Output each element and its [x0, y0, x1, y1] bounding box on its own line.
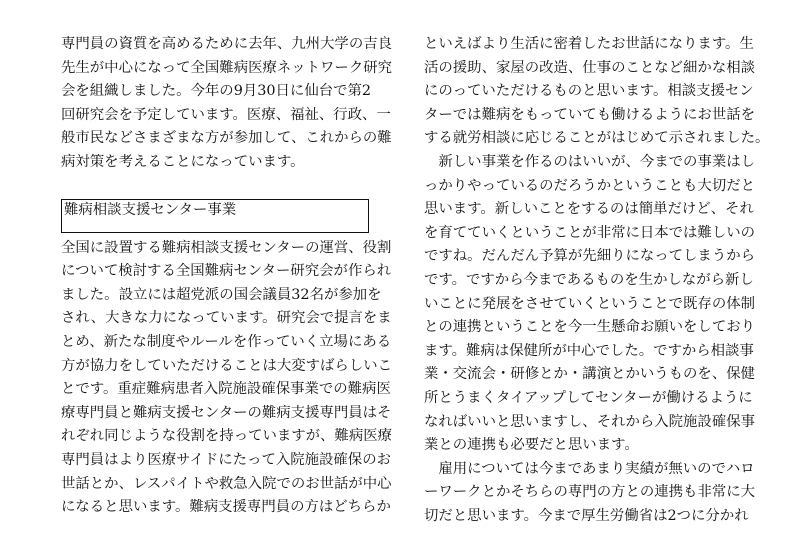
right-column — [424, 33, 770, 528]
text-line: 専門員の資質を高めるために去年、九州大学の吉良 — [61, 36, 392, 52]
text-line: ですね。だんだん予算が先細りになってしまうから — [424, 248, 755, 265]
paragraph-spacer — [61, 175, 377, 199]
text-line: 業との連携も必要だと思います。 — [424, 437, 639, 454]
intro-paragraph — [61, 33, 392, 175]
text-line: 回研究会を予定しています。医療、福祉、行政、一 — [61, 106, 391, 123]
text-line: 療専門員と難病支援センターの難病支援専門員はそ — [61, 404, 392, 421]
text-line: です。ですから今まであるものを生かしながら新し — [424, 271, 754, 288]
text-line: とめ、新たな制度やルールを作っていく立場にある — [61, 333, 392, 350]
text-line: する就労相談に応じることがはじめて示されました。 — [424, 130, 770, 147]
text-line: ます。難病は保健所が中心でした。ですから相談事 — [424, 342, 754, 359]
text-line: 先生が中心になって全国難病医療ネットワーク研究 — [61, 59, 392, 76]
text-line: いことに発展をさせていくということで既存の体制 — [424, 295, 755, 312]
text-line: 活の援助、家屋の改造、仕事のことなど細かな相談 — [424, 59, 755, 76]
text-line: 般市民などさまざまな方が参加して、これからの難 — [61, 130, 392, 147]
section-heading: 難病相談支援センター事業 — [64, 201, 237, 218]
text-line: なればいいと思いますし、それから入院施設確保事 — [424, 413, 755, 430]
center-paragraph — [61, 237, 392, 520]
text-line: を育てていくということが非常に日本では難しいの — [424, 224, 755, 241]
left-column — [61, 33, 392, 520]
text-line: 全国に設置する難病相談支援センターの運営、役割 — [61, 239, 392, 256]
text-line: ターでは難病をもっていても働けるようにお世話を — [424, 106, 755, 123]
text-line: れぞれ同じような役割を持っていますが、難病医療 — [61, 428, 392, 445]
text-line: 思います。新しいことをするのは簡単だけど、それ — [424, 201, 754, 218]
section-heading-box — [61, 199, 369, 233]
text-line: 会を組織しました。今年の9月30日に仙台で第2 — [61, 83, 372, 100]
text-line: 専門員はより医療サイドにたって入院施設確保のお — [61, 451, 391, 468]
text-line: との連携ということを今一生懸命お願いをしており — [424, 319, 755, 336]
text-line: 業・交流会・研修とか・講演とかいうものを、保健 — [424, 366, 755, 383]
text-line: になると思います。難病支援専門員の方はどちらか — [61, 499, 391, 516]
text-line: にのっていただけるものと思います。相談支援セン — [424, 83, 754, 100]
text-line: とです。重症難病患者入院施設確保事業での難病医 — [61, 381, 391, 398]
text-line: 新しい事業を作るのはいいが、今までの事業はし — [424, 153, 755, 170]
text-line: され、大きな力になっています。研究会で提言をま — [61, 310, 392, 327]
text-line: ました。設立には超党派の国会議員32名が参加を — [61, 286, 382, 303]
text-line: っかりやっているのだろうかということも大切だと — [424, 177, 755, 194]
text-line: 雇用については今まであまり実績が無いのでハロ — [424, 460, 755, 477]
text-line: 切だと思います。今まで厚生労働省は2つに分かれ — [424, 507, 749, 524]
text-line: ーワークとかそちらの専門の方との連携も非常に大 — [424, 484, 755, 501]
text-line: について検討する全国難病センター研究会が作られ — [61, 263, 392, 280]
text-line: 方が協力をしていただけることは大変すばらしいこ — [61, 357, 392, 374]
text-line: 病対策を考えることになっています。 — [61, 153, 305, 170]
text-line: といえばより生活に密着したお世話になります。生 — [424, 36, 754, 52]
text-line: 世話とか、レスパイトや救急入院でのお世話が中心 — [61, 475, 392, 492]
text-line: 所とうまくタイアップしてセンターが働けるように — [424, 389, 753, 406]
